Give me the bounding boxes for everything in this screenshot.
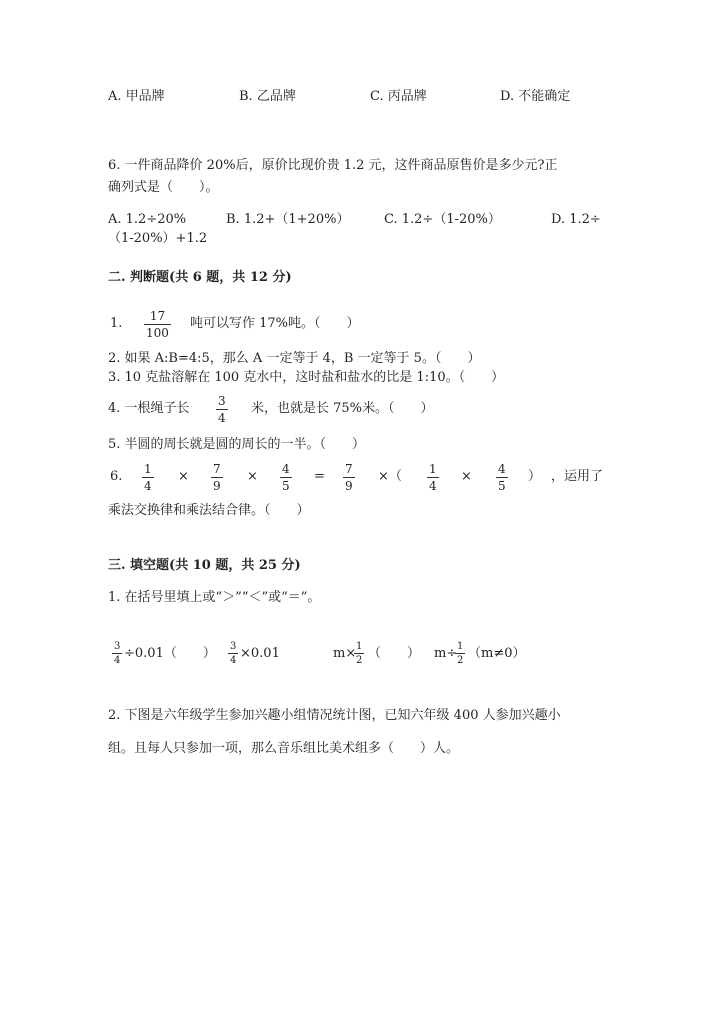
fraction-numerator: 4	[498, 462, 506, 476]
judge-q2: 2. 如果 A:B=4:5，那么 A 一定等于 4，B 一定等于 5。（ ）	[108, 351, 481, 366]
judge-q6-suffix: ，运用了	[551, 469, 604, 484]
judge-q4-prefix: 4. 一根绳子长	[108, 401, 190, 416]
fraction-1-2	[354, 641, 364, 666]
fill-q1: 1. 在括号里填上或“＞”“＜”或“＝”。	[108, 590, 321, 605]
fraction-denominator: 9	[345, 479, 353, 493]
fraction-denominator: 2	[457, 655, 464, 666]
judge-q6-number: 6.	[110, 469, 123, 484]
fraction-numerator: 7	[345, 462, 353, 476]
fraction-numerator: 7	[213, 462, 221, 476]
fraction-numerator: 3	[114, 641, 121, 652]
fraction-bar	[112, 653, 122, 654]
section-title-fill: 三. 填空题(共 10 题，共 25 分)	[108, 558, 301, 573]
fraction-denominator: 9	[213, 479, 221, 493]
section-title-judgment: 二. 判断题(共 6 题，共 12 分)	[108, 270, 292, 285]
q6-option-d-cont: （1-20%）+1.2	[108, 231, 208, 246]
fraction-3-4	[216, 394, 228, 425]
option-d: D. 不能确定	[500, 89, 571, 104]
fraction-3-4	[112, 641, 122, 666]
fraction-numerator: 3	[218, 394, 226, 408]
fraction-17-100	[144, 309, 171, 340]
option-c: C. 丙品牌	[370, 89, 427, 104]
option-b: B. 乙品牌	[239, 89, 296, 104]
fraction-bar	[455, 653, 465, 654]
fraction-denominator: 5	[498, 479, 506, 493]
fraction-bar	[142, 477, 154, 478]
times-open-paren: ×（	[378, 469, 402, 484]
times-sign: ×	[461, 469, 472, 484]
expr-a-text: ÷0.01（ ）	[124, 646, 216, 661]
fraction-numerator: 17	[149, 309, 166, 323]
fraction-bar	[427, 477, 439, 478]
q6-line2: 确列式是（ ）。	[108, 180, 219, 195]
fraction-denominator: 5	[282, 479, 290, 493]
fraction-denominator: 4	[230, 655, 237, 666]
q6-option-d: D. 1.2÷	[551, 212, 601, 227]
fraction-7-9	[343, 462, 355, 493]
fill-q2-line1: 2. 下图是六年级学生参加兴趣小组情况统计图，已知六年级 400 人参加兴趣小	[108, 708, 561, 723]
times-sign: ×	[178, 469, 189, 484]
expr-b-text: ×0.01	[240, 646, 280, 661]
fraction-numerator: 1	[429, 462, 437, 476]
fraction-denominator: 4	[144, 479, 152, 493]
fraction-numerator: 4	[282, 462, 290, 476]
fraction-bar	[354, 653, 364, 654]
fraction-denominator: 2	[356, 655, 363, 666]
fraction-numerator: 1	[144, 462, 152, 476]
fraction-4-5	[280, 462, 292, 493]
fraction-numerator: 1	[457, 641, 464, 652]
fraction-denominator: 4	[429, 479, 437, 493]
judge-q5: 5. 半圆的周长就是圆的周长的一半。（ ）	[108, 437, 366, 452]
fraction-bar	[343, 477, 355, 478]
fraction-numerator: 3	[230, 641, 237, 652]
judge-q1-text: 吨可以写作 17%吨。（ ）	[190, 316, 360, 331]
q6-line1: 6. 一件商品降价 20%后，原价比现价贵 1.2 元，这件商品原售价是多少元?正	[108, 158, 558, 173]
judge-q6-line2: 乘法交换律和乘法结合律。（ ）	[108, 503, 310, 518]
fraction-bar	[211, 477, 223, 478]
fraction-bar	[216, 409, 228, 410]
fraction-bar	[144, 324, 171, 325]
judge-q4-text: 米，也就是长 75%米。（ ）	[251, 401, 434, 416]
fill-q2-line2: 组。且每人只参加一项，那么音乐组比美术组多（ ）人。	[108, 741, 460, 756]
fraction-bar	[496, 477, 508, 478]
q6-option-b: B. 1.2+（1+20%）	[226, 212, 350, 227]
q6-option-c: C. 1.2÷（1-20%）	[384, 212, 501, 227]
fraction-bar	[280, 477, 292, 478]
fraction-numerator: 1	[356, 641, 363, 652]
option-a: A. 甲品牌	[108, 89, 165, 104]
fraction-bar	[228, 653, 238, 654]
q6-option-a: A. 1.2÷20%	[108, 212, 187, 227]
fraction-3-4	[228, 641, 238, 666]
expr-c-paren: （ ）	[368, 646, 421, 661]
expr-d-text: m÷	[434, 646, 458, 661]
times-sign: ×	[247, 469, 258, 484]
close-paren: ）	[528, 469, 542, 484]
expr-c-text: m×	[333, 646, 357, 661]
expr-d-condition: （m≠0）	[468, 646, 526, 661]
judge-q3: 3. 10 克盐溶解在 100 克水中，这时盐和盐水的比是 1:10。（ ）	[108, 370, 505, 385]
fraction-4-5	[496, 462, 508, 493]
fraction-7-9	[211, 462, 223, 493]
equals-sign: =	[314, 469, 325, 484]
fraction-1-4	[142, 462, 154, 493]
judge-q1-number: 1.	[110, 316, 123, 331]
fraction-denominator: 4	[218, 411, 226, 425]
fraction-denominator: 4	[114, 655, 121, 666]
fraction-1-4	[427, 462, 439, 493]
fraction-1-2	[455, 641, 465, 666]
fraction-denominator: 100	[146, 326, 169, 340]
